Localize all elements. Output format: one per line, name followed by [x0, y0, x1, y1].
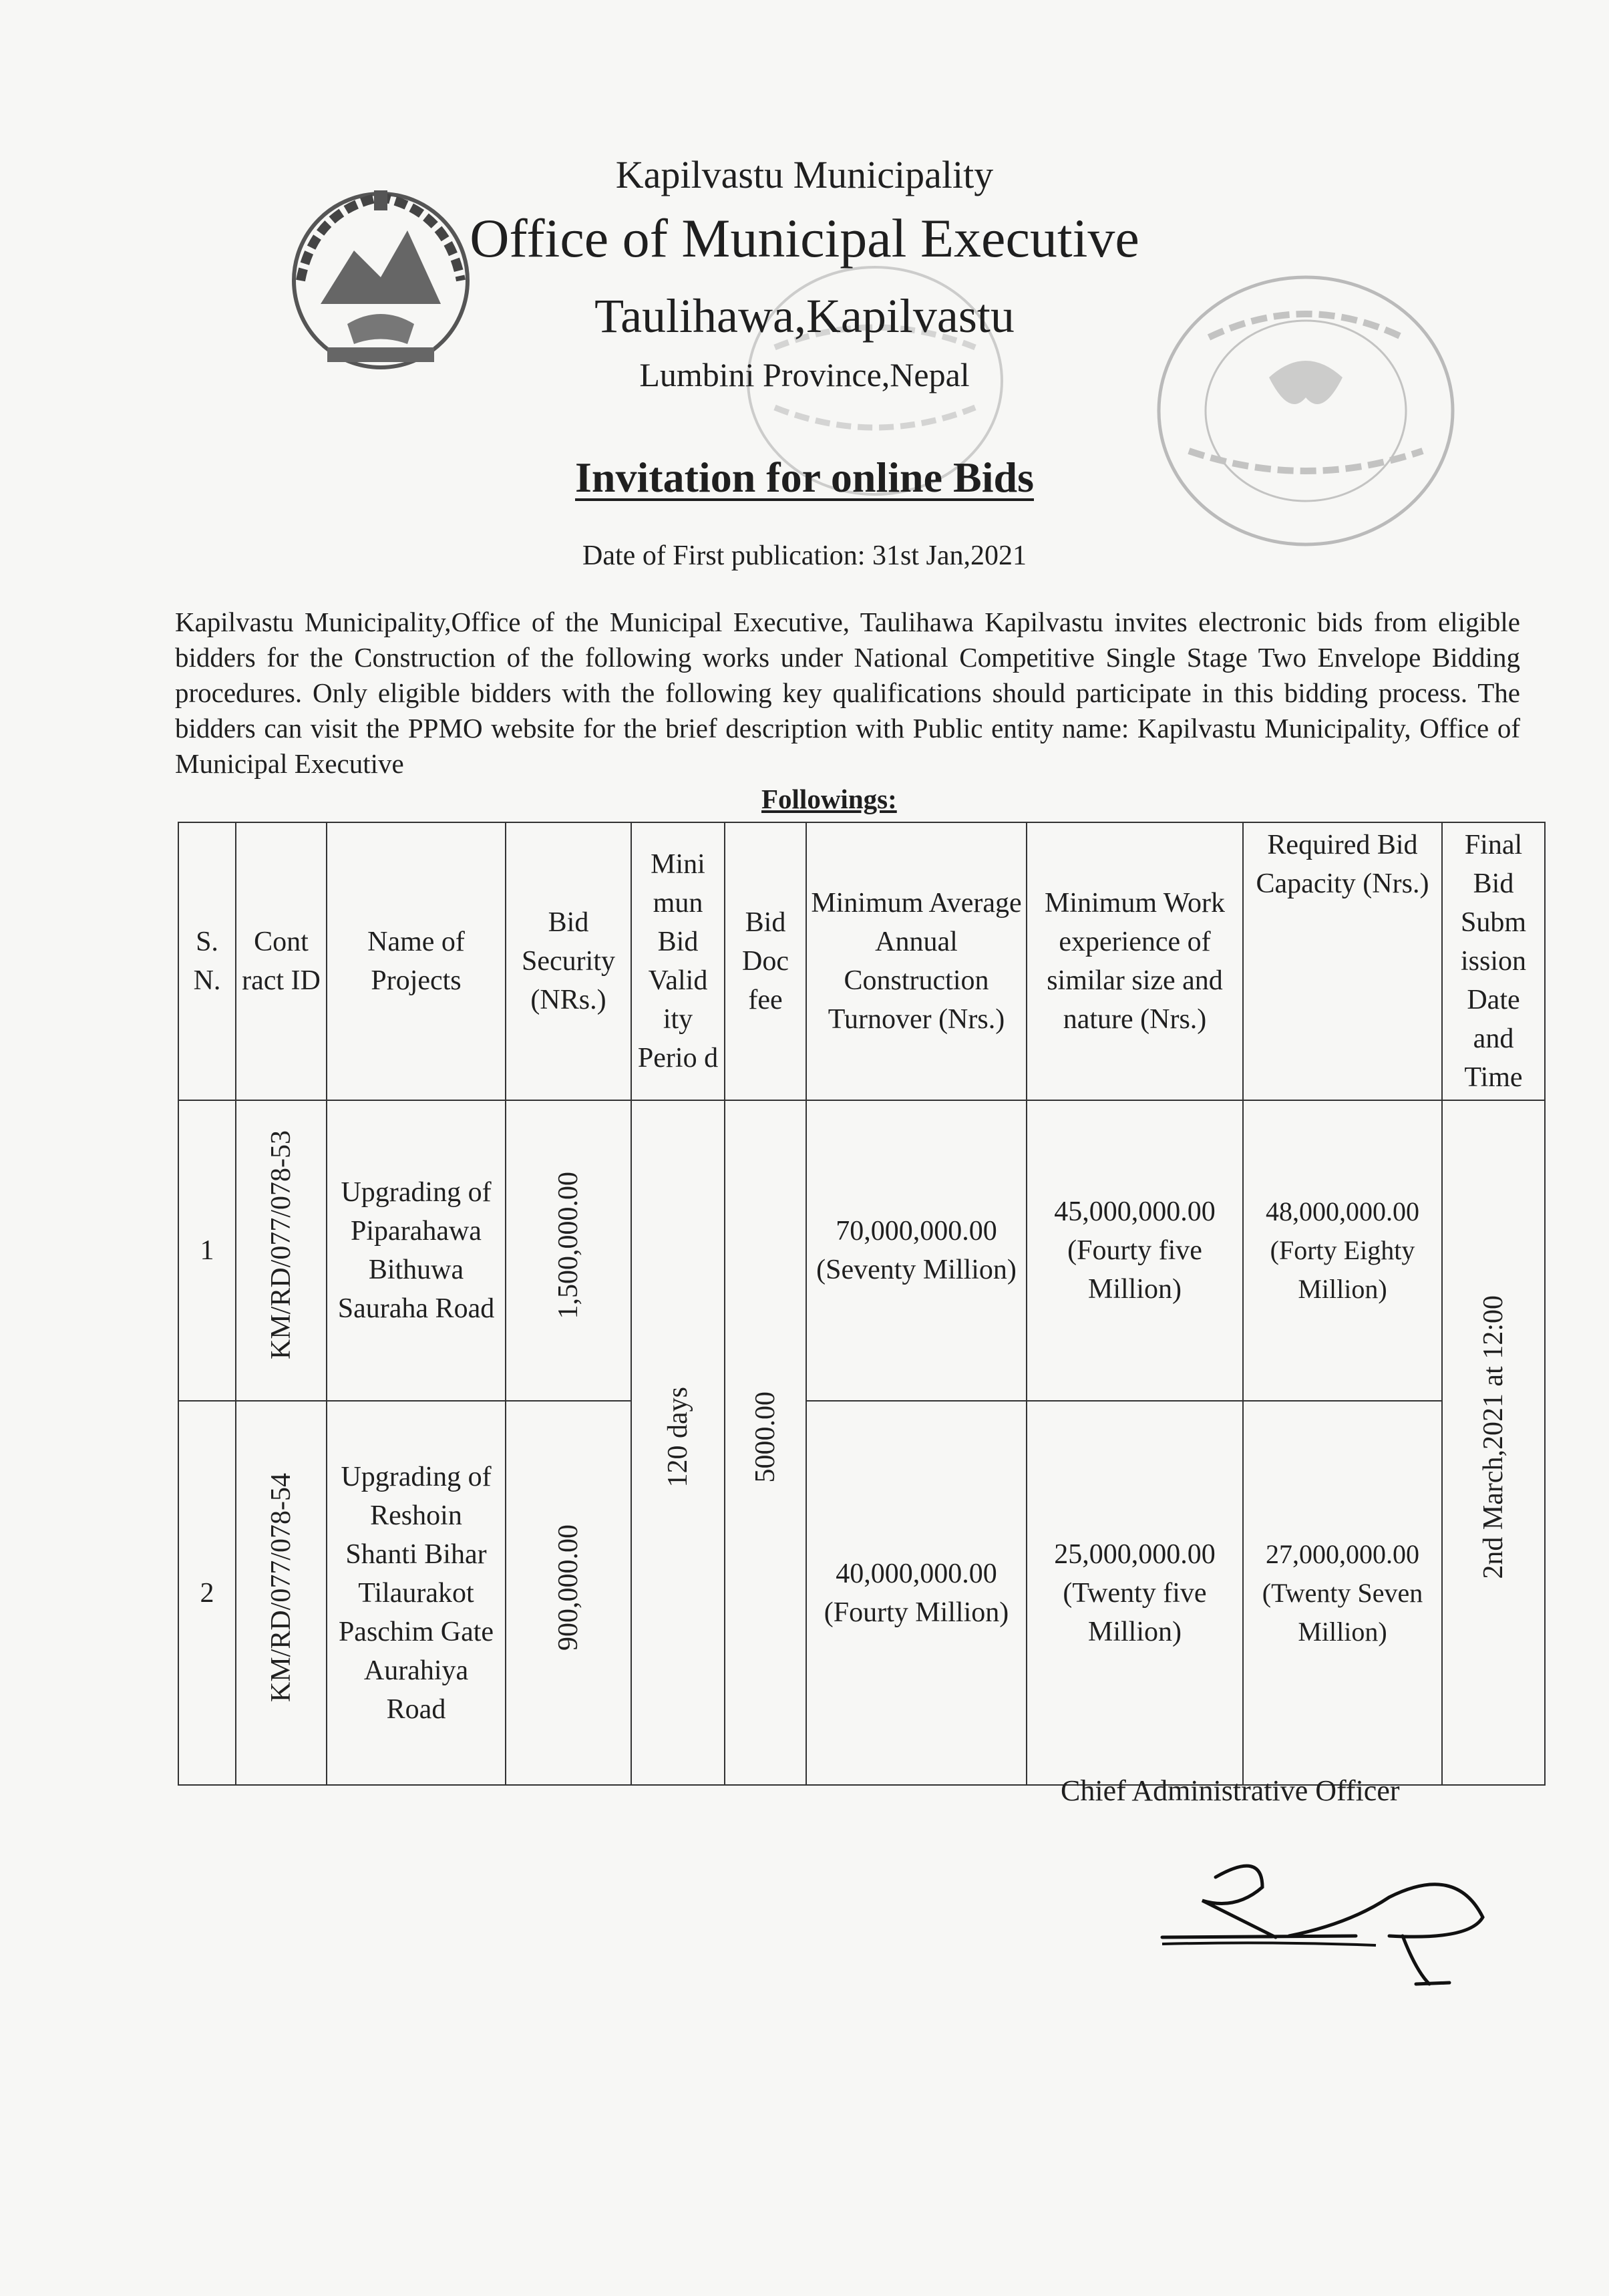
municipality-name: Kapilvastu Municipality — [615, 153, 994, 196]
row-contract-id — [236, 1401, 327, 1785]
notice-paragraph: Kapilvastu Municipality,Office of the Municipal Executive, Taulihawa Kapilvastu invites electronic bids from eligible bidders for the Construction of the following works under National Competitive Single Stage Two Envelope Bidding procedures. Only eligible bidders with the following key qualifications should participate in this bidding process. The bidders can visit the PPMO website for the brief description with Public entity name: Kapilvastu Municipality, Office of Municipal Executive — [175, 607, 1520, 779]
submission-text: 2nd March,2021 at 12:00 — [1478, 1295, 1509, 1579]
header-experience: Minimum Work experience of similar size and nature (Nrs.) — [1027, 822, 1243, 1100]
row-project: Upgrading of Piparahawa Bithuwa Sauraha Road — [327, 1100, 506, 1401]
header-submission: Final Bid Subm ission Date and Time — [1442, 822, 1545, 1100]
bid-security-text: 1,500,000.00 — [553, 1171, 584, 1319]
row-bid-security — [506, 1401, 631, 1785]
header-bid-security: Bid Security (NRs.) — [506, 822, 631, 1100]
shared-doc-fee — [725, 1100, 806, 1785]
row-bid-security — [506, 1100, 631, 1401]
validity-text: 120 days — [663, 1387, 693, 1488]
row-turnover: 40,000,000.00 (Fourty Million) — [806, 1401, 1027, 1785]
province-name: Lumbini Province,Nepal — [639, 356, 970, 393]
bid-security-text: 900,000.00 — [553, 1524, 584, 1651]
header-project: Name of Projects — [327, 822, 506, 1100]
shared-validity — [631, 1100, 725, 1785]
header-doc-fee: Bid Doc fee — [725, 822, 806, 1100]
table-row — [178, 1100, 1545, 1401]
contract-id-text: KM/RD/077/078-53 — [266, 1130, 297, 1360]
nepal-emblem-icon — [274, 170, 488, 384]
row-capacity: 27,000,000.00 (Twenty Seven Million) — [1243, 1401, 1442, 1785]
row-experience: 25,000,000.00 (Twenty five Million) — [1027, 1401, 1243, 1785]
header-sn: S. N. — [178, 822, 236, 1100]
contract-id-text: KM/RD/077/078-54 — [266, 1472, 297, 1702]
shared-submission — [1442, 1100, 1545, 1785]
doc-fee-text: 5000.00 — [750, 1391, 781, 1483]
town-name: Taulihawa,Kapilvastu — [594, 289, 1015, 343]
row-sn: 2 — [178, 1401, 236, 1785]
notice-title: Invitation for online Bids — [575, 454, 1034, 501]
table-row — [178, 1401, 1545, 1785]
header-validity: Mini mun Bid Valid ity Perio d — [631, 822, 725, 1100]
bids-table — [178, 822, 1546, 1786]
row-capacity: 48,000,000.00 (Forty Eighty Million) — [1243, 1100, 1442, 1401]
header-capacity: Required Bid Capacity (Nrs.) — [1243, 822, 1442, 1100]
row-sn: 1 — [178, 1100, 236, 1401]
header-contract-id: Cont ract ID — [236, 822, 327, 1100]
row-turnover: 70,000,000.00 (Seventy Million) — [806, 1100, 1027, 1401]
row-project: Upgrading of Reshoin Shanti Bihar Tilaurakot Paschim Gate Aurahiya Road — [327, 1401, 506, 1785]
row-contract-id — [236, 1100, 327, 1401]
signature-icon — [1135, 1824, 1509, 2017]
row-experience: 45,000,000.00 (Fourty five Million) — [1027, 1100, 1243, 1401]
signatory-title: Chief Administrative Officer — [1061, 1774, 1400, 1807]
header-turnover: Minimum Average Annual Construction Turnover (Nrs.) — [806, 822, 1027, 1100]
followings-label: Followings: — [761, 784, 897, 814]
table-header-row — [178, 822, 1545, 1100]
publication-date: Date of First publication: 31st Jan,2021 — [582, 540, 1027, 571]
office-name: Office of Municipal Executive — [470, 208, 1139, 269]
